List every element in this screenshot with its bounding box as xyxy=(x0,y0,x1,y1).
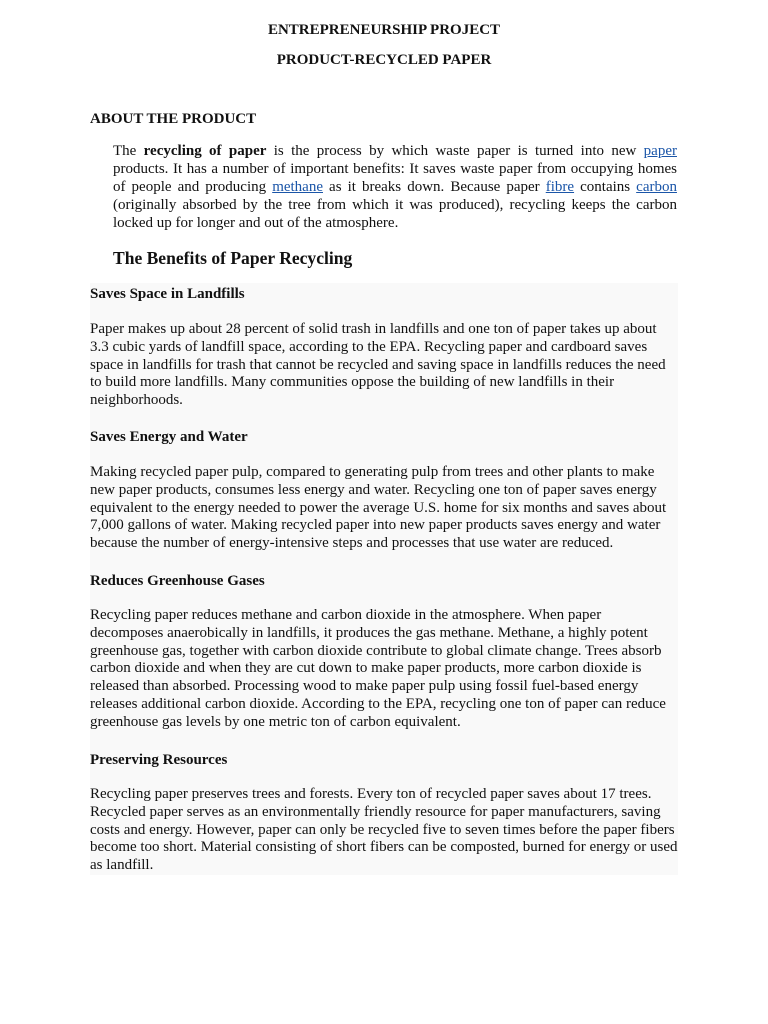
section-heading-resources: Preserving Resources xyxy=(90,752,228,768)
about-heading: ABOUT THE PRODUCT xyxy=(90,111,257,127)
document-title: ENTREPRENEURSHIP PROJECT xyxy=(267,22,501,38)
carbon-link[interactable]: carbon xyxy=(636,179,677,195)
intro-text: The xyxy=(113,143,144,159)
methane-link[interactable]: methane xyxy=(272,179,323,195)
fibre-link[interactable]: fibre xyxy=(545,179,575,195)
intro-bold-term: recycling of paper xyxy=(143,143,267,159)
section-body-greenhouse: Recycling paper reduces methane and carbon dioxide in the atmosphere. When paper decomposes anaerobically in landfills, it produces the gas methane. Methane, a highly potent greenhouse gas, together with carbon dioxide contribute to global climate change. Trees absorb carbon dioxide and when they are cut down to make paper products, more carbon dioxide is released than absorbed. Processing wood to make paper pulp using fossil fuel-based energy releases additional carbon dioxide. According to the EPA, recycling one ton of paper can reduce greenhouse gas levels by one metric ton of carbon equivalent. xyxy=(90,607,666,730)
intro-text: (originally absorbed by the tree from which it was produced), recycling keeps the carbon locked up for longer and out of the atmosphere. xyxy=(113,197,677,231)
intro-text: is the process by which waste paper is turned into new xyxy=(266,143,644,159)
intro-text: products. It has a number of important benefits: It saves waste paper from occupying homes of people and producing xyxy=(113,161,677,195)
document-subtitle: PRODUCT-RECYCLED PAPER xyxy=(276,52,492,68)
section-body-resources: Recycling paper preserves trees and forests. Every ton of recycled paper saves about 17 trees. Recycled paper serves as an environmentally friendly resource for paper manufacturers, saving costs and energy. However, paper can only be recycled five to seven times before the paper fibers become too short. Material consisting of short fibers can be composted, burned for energy or used as landfill. xyxy=(90,786,678,874)
section-heading-energy-water: Saves Energy and Water xyxy=(90,429,248,445)
section-heading-landfills: Saves Space in Landfills xyxy=(90,286,245,302)
section-heading-greenhouse: Reduces Greenhouse Gases xyxy=(90,573,265,589)
section-body-energy-water: Making recycled paper pulp, compared to generating pulp from trees and other plants to make new paper products, consumes less energy and water. Recycling one ton of paper saves energy equivalent to the energy needed to power the average U.S. home for six months and saves about 7,000 gallons of water. Making recycled paper into new paper products saves energy and water because the number of energy-intensive steps and processes that use water are reduced. xyxy=(90,464,667,552)
intro-text: contains xyxy=(574,179,637,195)
intro-text: as it breaks down. Because paper xyxy=(323,179,546,195)
section-body-landfills: Paper makes up about 28 percent of solid trash in landfills and one ton of paper takes up about 3.3 cubic yards of landfill space, according to the EPA. Recycling paper and cardboard saves space in landfills for trash that cannot be recycled and saving space in landfills reduces the need to build more landfills. Many communities oppose the building of new landfills in their neighborhoods. xyxy=(90,321,666,409)
benefits-heading: The Benefits of Paper Recycling xyxy=(113,248,353,268)
paper-link[interactable]: paper xyxy=(643,143,677,159)
intro-paragraph xyxy=(113,142,677,232)
